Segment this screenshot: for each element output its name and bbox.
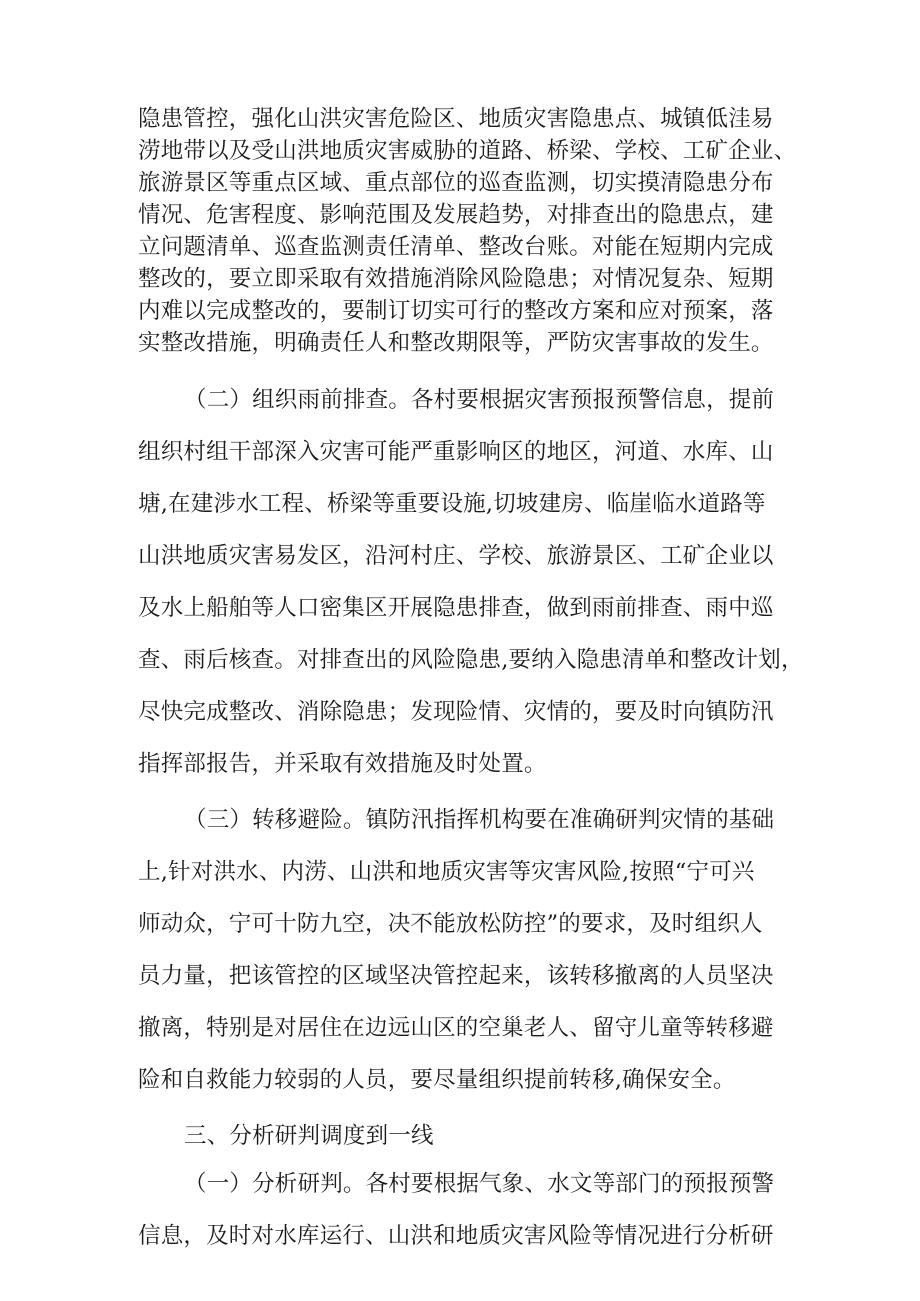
paragraph-line: （一）分析研判。各村要根据气象、水文等部门的预报预警 <box>184 1171 775 1197</box>
paragraph-line: 及水上船舶等人口密集区开展隐患排查，做到雨前排查、雨中巡 <box>138 595 774 621</box>
paragraph-line: （二）组织雨前排查。各村要根据灾害预报预警信息，提前 <box>184 387 775 413</box>
paragraph-line: 信息，及时对水库运行、山洪和地质灾害风险等情况进行分析研 <box>138 1223 774 1249</box>
paragraph-line: 旅游景区等重点区域、重点部位的巡查监测，切实摸清隐患分布 <box>138 170 774 196</box>
paragraph-line: 尽快完成整改、消除隐患；发现险情、灾情的，要及时向镇防汛 <box>138 699 774 725</box>
paragraph-line: 指挥部报告，并采取有效措施及时处置。 <box>138 751 547 777</box>
paragraph-line: 员力量，把该管控的区域坚决管控起来，该转移撤离的人员坚决 <box>138 963 774 989</box>
section-heading: 三、分析研判调度到一线 <box>184 1123 434 1149</box>
paragraph-line: 撤离，特别是对居住在边远山区的空巢老人、留守儿童等转移避 <box>138 1015 774 1041</box>
paragraph-line: 组织村组干部深入灾害可能严重影响区的地区，河道、水库、山 <box>138 439 774 465</box>
paragraph-line: 情况、危害程度、影响范围及发展趋势，对排查出的隐患点，建 <box>138 202 774 228</box>
paragraph-line: 险和自救能力较弱的人员，要尽量组织提前转移,确保安全。 <box>138 1067 736 1093</box>
paragraph-line: 师动众，宁可十防九空，决不能放松防控”的要求，及时组织人 <box>138 911 763 937</box>
paragraph-line: 立问题清单、巡查监测责任清单、整改台账。对能在短期内完成 <box>138 234 774 260</box>
paragraph-line: 山洪地质灾害易发区，沿河村庄、学校、旅游景区、工矿企业以 <box>138 543 774 569</box>
paragraph-line: 塘,在建涉水工程、桥梁等重要设施,切坡建房、临崖临水道路等 <box>138 491 766 517</box>
paragraph-line: 涝地带以及受山洪地质灾害威胁的道路、桥梁、学校、工矿企业、 <box>138 138 797 164</box>
paragraph-line: 内难以完成整改的，要制订切实可行的整改方案和应对预案，落 <box>138 298 774 324</box>
paragraph-line: 上,针对洪水、内涝、山洪和地质灾害等灾害风险,按照“宁可兴 <box>138 859 755 885</box>
paragraph-line: 隐患管控，强化山洪灾害危险区、地质灾害隐患点、城镇低洼易 <box>138 106 774 132</box>
paragraph-line: （三）转移避险。镇防汛指挥机构要在准确研判灾情的基础 <box>184 807 775 833</box>
paragraph-line: 查、雨后核查。对排查出的风险隐患,要纳入隐患清单和整改计划， <box>138 647 804 673</box>
paragraph-line: 整改的，要立即采取有效措施消除风险隐患；对情况复杂、短期 <box>138 266 774 292</box>
paragraph-line: 实整改措施，明确责任人和整改期限等，严防灾害事故的发生。 <box>138 330 774 356</box>
